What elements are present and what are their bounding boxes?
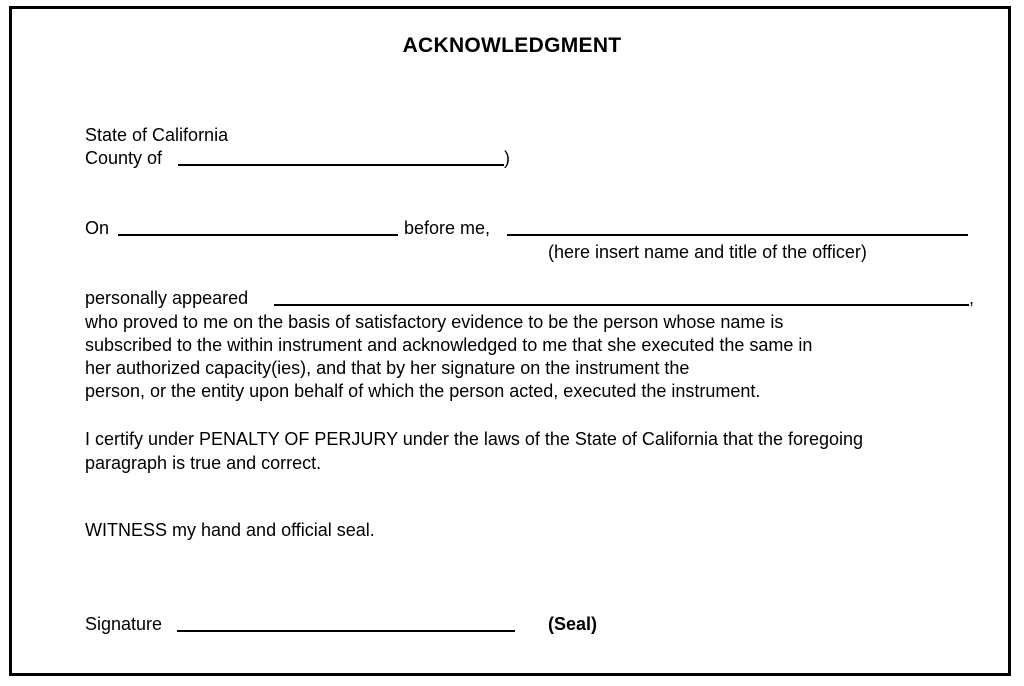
certify-line: I certify under PENALTY OF PERJURY under the laws of the State of California that the foregoing — [85, 429, 864, 449]
body-line: subscribed to the within instrument and acknowledged to me that she executed the same in — [85, 335, 813, 355]
signature-label: Signature — [85, 614, 163, 634]
seal-label: (Seal) — [548, 614, 598, 634]
county-label: County of — [85, 148, 163, 168]
body-line: who proved to me on the basis of satisfactory evidence to be the person whose name is — [85, 312, 784, 332]
date-blank-line[interactable] — [118, 234, 398, 236]
county-close-paren: ) — [504, 148, 510, 168]
appeared-blank-line[interactable] — [274, 304, 969, 306]
body-line: person, or the entity upon behalf of which the person acted, executed the instrument. — [85, 381, 761, 401]
signature-blank-line[interactable] — [177, 630, 515, 632]
officer-hint: (here insert name and title of the officer) — [548, 242, 867, 262]
officer-blank-line[interactable] — [507, 234, 968, 236]
witness-line: WITNESS my hand and official seal. — [85, 520, 375, 540]
personally-appeared-label: personally appeared — [85, 288, 249, 308]
body-line: her authorized capacity(ies), and that by her signature on the instrument the — [85, 358, 690, 378]
before-me-label: before me, — [404, 218, 491, 238]
certify-line: paragraph is true and correct. — [85, 453, 322, 473]
appeared-comma: , — [969, 288, 975, 308]
county-blank-line[interactable] — [178, 164, 504, 166]
state-line: State of California — [85, 125, 229, 145]
document-title: ACKNOWLEDGMENT — [402, 34, 622, 57]
on-label: On — [85, 218, 110, 238]
